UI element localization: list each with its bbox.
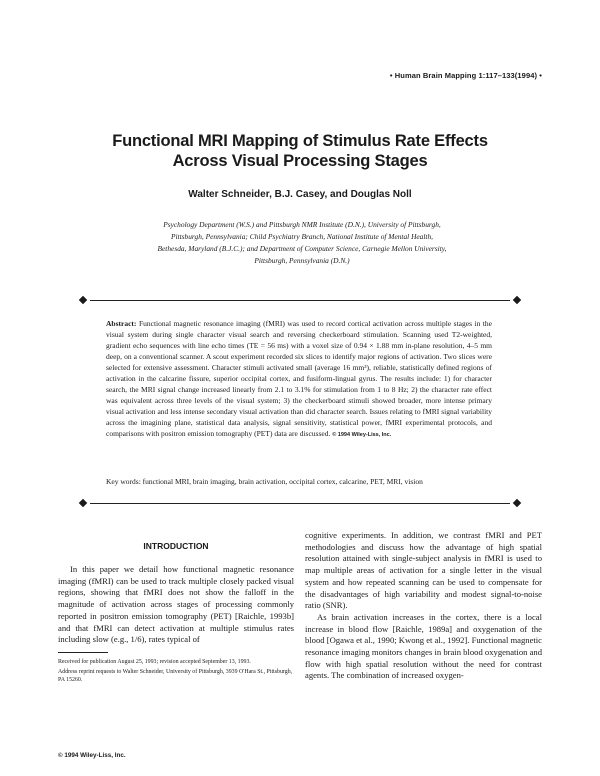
footnote-received: Received for publication August 25, 1993; revision accepted September 13, 1993. xyxy=(58,658,251,665)
divider-line xyxy=(90,300,510,301)
affiliation-line-3: Bethesda, Maryland (B.J.C.); and Department of Computer Science, Carnegie Mellon University, xyxy=(157,244,447,253)
copyright-footer: © 1994 Wiley-Liss, Inc. xyxy=(58,752,126,759)
intro-paragraph-2: As brain activation increases in the cortex, there is a local increase in blood flow [Raichle, 1989a] and oxygenation of the blood [Ogawa et al., 1990; Kwong et al., 1992]. Functional magnetic resonance imaging monitors changes in brain blood oxygenation and flow with high spatial resolution without the need for contrast agents. The combination of increased oxygen- xyxy=(305,611,542,681)
left-column xyxy=(58,520,294,686)
paper-title xyxy=(0,131,600,171)
title-line-2: Across Visual Processing Stages xyxy=(172,152,428,170)
abstract-bottom-divider xyxy=(80,499,520,509)
affiliations xyxy=(112,219,492,267)
abstract xyxy=(106,318,492,441)
journal-citation: • Human Brain Mapping 1:117–133(1994) • xyxy=(389,71,542,80)
affiliation-line-2: Pittsburgh, Pennsylvania; Child Psychiatry Branch, National Institute of Mental Health, xyxy=(170,232,434,241)
diamond-ornament-left xyxy=(79,499,87,507)
abstract-label: Abstract: xyxy=(106,319,137,328)
affiliation-line-4: Pittsburgh, Pennsylvania (D.N.) xyxy=(254,256,350,265)
right-column xyxy=(305,520,542,682)
intro-paragraph-1: In this paper we detail how functional magnetic resonance imaging (fMRI) can be used to track multiple closely packed visual regions, showing that fMRI does not show the falloff in the magnitude of activation across stages of processing commonly reported in positron emission tomography (PET) [Raichle, 1993b] and that fMRI can detect activation at multiple stimulus rates including slow (e.g., 1/6), rates typical of xyxy=(58,564,294,645)
footnote-divider xyxy=(58,652,108,653)
title-line-1: Functional MRI Mapping of Stimulus Rate Effects xyxy=(112,132,488,150)
intro-paragraph-1-continued: cognitive experiments. In addition, we contrast fMRI and PET methodologies and discuss how the advantage of high spatial resolution attained with single-subject analysis in fMRI is used to map multiple areas of activation for a single letter in the visual system and how repeated scanning can be used to compensate for the disadvantages of high variability and modest signal-to-noise ratio (SNR). xyxy=(305,530,542,611)
divider-line xyxy=(90,503,510,504)
abstract-copyright: © 1994 Wiley-Liss, Inc. xyxy=(332,432,392,438)
affiliation-line-1: Psychology Department (W.S.) and Pittsburgh NMR Institute (D.N.), University of Pittsburgh, xyxy=(163,220,441,229)
diamond-ornament-right xyxy=(513,296,521,304)
keywords: Key words: functional MRI, brain imaging, brain activation, occipital cortex, calcarine, PET, MRI, vision xyxy=(106,477,423,486)
abstract-text: Functional magnetic resonance imaging (fMRI) was used to record cortical activation across multiple stages in the visual system during single character visual search and reversing checkerboard stimulation. Scanning used T2-weighted, gradient echo sequences with line echo times (TE = 56 ms) with a voxel size of 0.94 × 1.88 mm in-plane resolution, 4–5 mm deep, on a conventional scanner. A scout experiment recorded six slices to identify major regions of activation. Two slices were selected for extensive assessment. Character stimuli activated small (average 16 mm³), reliable, statistically defined regions of activation in the calcarine fissure, superior occipital cortex, and fusiform-lingual gyrus. The results include: 1) for character search, the MRI signal change increased linearly from 2.1 to 3.1% for stimulation from 1 to 8 Hz; 2) the character rate effect was equivalent across three levels of the visual system; 3) the checkerboard stimuli showed broader, more intense primary visual activation and less intense secondary visual activation than did character search. Issues relating to fMRI signal variability across the imagining plane, statistical data analysis, signal sensitivity, statistical power, fMRI experimental protocols, and comparisons with positron emission tomography (PET) data are discussed. xyxy=(106,319,493,438)
author-list: Walter Schneider, B.J. Casey, and Douglas Noll xyxy=(188,189,412,200)
diamond-ornament-left xyxy=(79,296,87,304)
footnote-address: Address reprint requests to Walter Schneider, University of Pittsburgh, 3939 O'Hara St., Pittsburgh, PA 15260. xyxy=(58,668,293,683)
abstract-top-divider xyxy=(80,296,520,306)
diamond-ornament-right xyxy=(513,499,521,507)
section-heading-introduction: INTRODUCTION xyxy=(143,541,209,551)
